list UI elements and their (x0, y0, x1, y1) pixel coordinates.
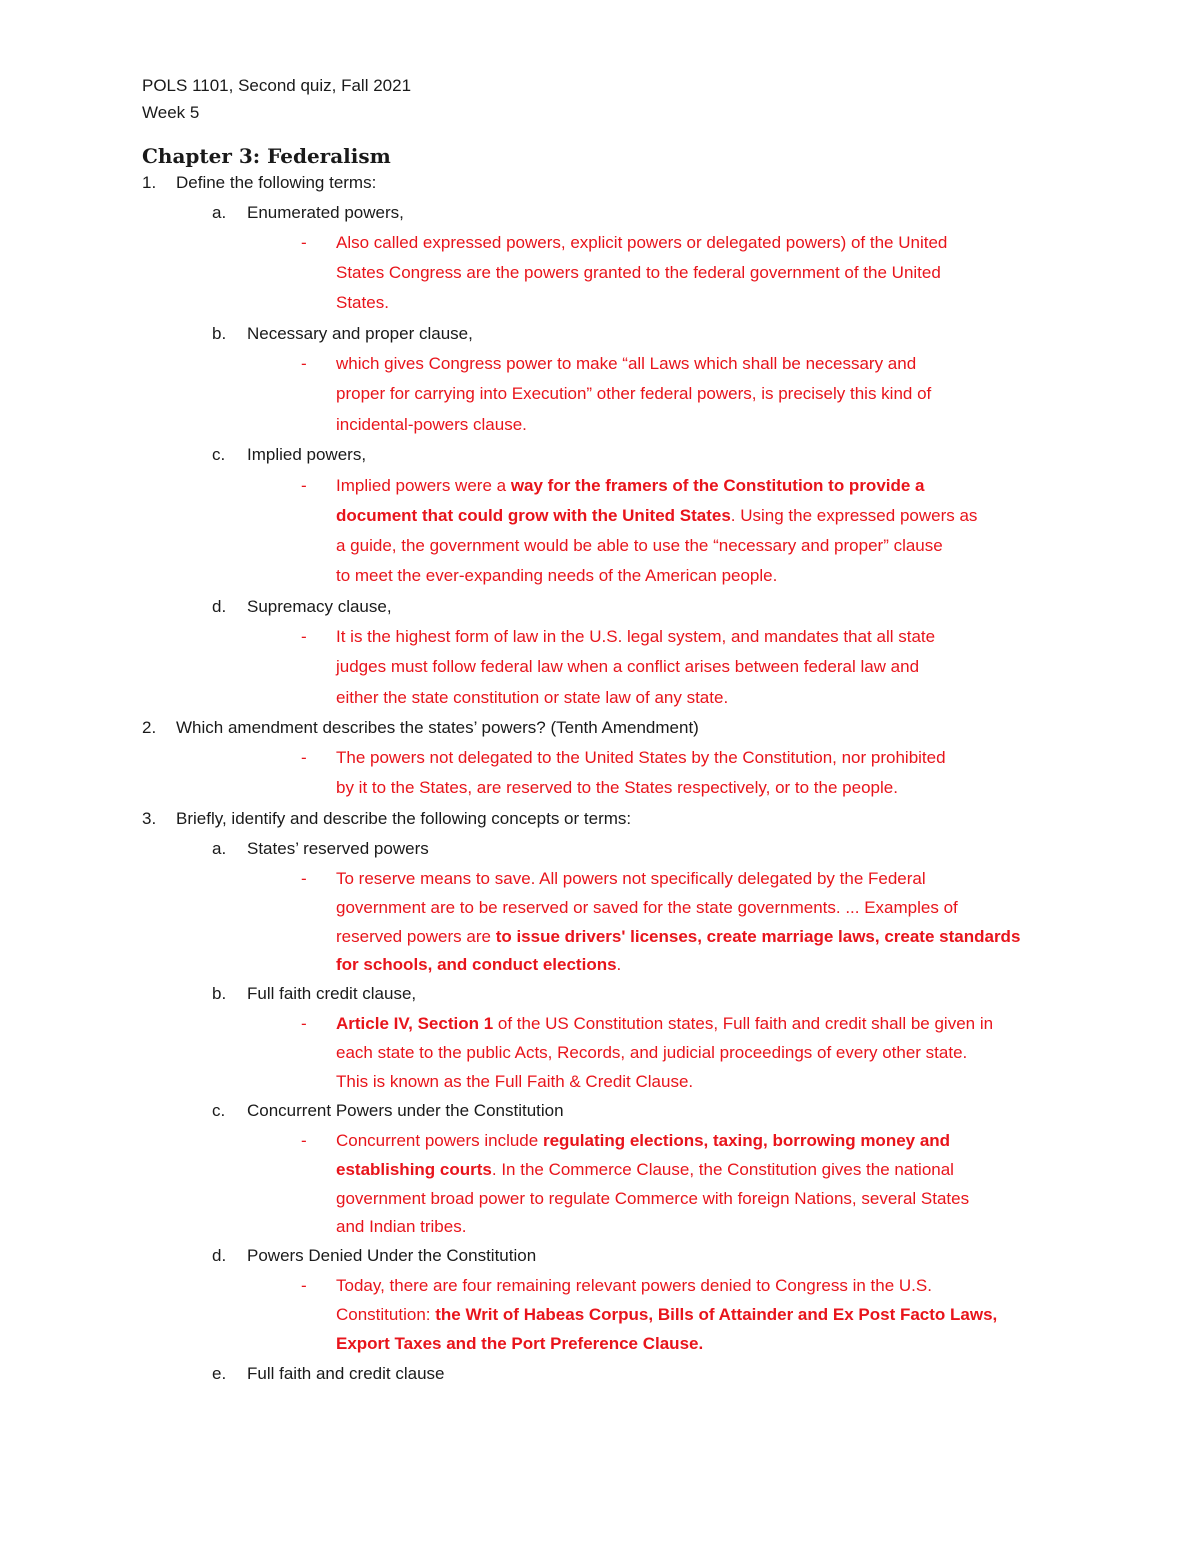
item-term: Necessary and proper clause, (247, 324, 473, 343)
item-label: b. (212, 984, 227, 1003)
item-label: c. (212, 1101, 226, 1120)
bullet-dash: - (301, 233, 307, 252)
question-text: Which amendment describes the states’ powers? (Tenth Amendment) (176, 718, 699, 737)
item-term: Supremacy clause, (247, 597, 392, 616)
item-term: Concurrent Powers under the Constitution (247, 1101, 564, 1120)
bullet-dash: - (301, 1014, 307, 1033)
bullet-dash: - (301, 748, 307, 767)
bullet-dash: - (301, 354, 307, 373)
question-number: 3. (142, 809, 157, 828)
document-page: POLS 1101, Second quiz, Fall 2021 Week 5 Chapter 3: Federalism 1. Define the following terms: a. Enumerated powers, - Also called expressed powers, explicit powers or delegated powers) of the United States Congress are the powers granted to the federal government of the United States. b. Necessary and proper clause, - which gives Congress power to make “all Laws which shall be necessary and proper for carrying into Execution” other federal powers, is precisely this kind of incidental-powers clause. c. Implied powers, - Implied powers were a way for the framers of the Constitution to provide a document that could grow with the United States. Using the expressed powers as a guide, the government would be able to use the “necessary and proper” clause to meet the ever-expanding needs of the American people. d. Supremacy clause, - It is the highest form of law in the U.S. legal system, and mandates that all state judges must follow federal law when a conflict arises between federal law and either the state constitution or state law of any state. 2. Which amendment describes the states’ powers? (Tenth Amendment) - The powers not delegated to the United States by the Constitution, nor prohibited by it to the States, are reserved to the States respectively, or to the people. 3. Briefly, identify and describe the following concepts or terms: a. States’ reserved powers - To reserve means to save. All powers not specifically delegated by the Federal government are to be reserved or saved for the state governments. ... Examples of reserved powers are to issue drivers' licenses, create marriage laws, create standards for schools, and conduct elections. b. Full faith credit clause, - Article IV, Section 1 of the US Constitution states, Full faith and credit shall be given in each state to the public Acts, Records, and judicial proceedings of every other state. This is known as the Full Faith & Credit Clause. c. Concurrent Powers under the Constitution - Concurrent powers include regulating elections, taxing, borrowing money and establishing courts. In the Commerce Clause, the Constitution gives the national government broad power to regulate Commerce with foreign Nations, several States and Indian tribes. d. Powers Denied Under the Constitution - Today, there are four remaining relevant powers denied to Congress in the U.S. Constitution: the Writ of Habeas Corpus, Bills of Attainder and Ex Post Facto Laws, Export Taxes and the Port Preference Clause. e. Full faith and credit clause (142, 76, 1021, 1383)
question-number: 2. (142, 718, 157, 737)
item-term: Powers Denied Under the Constitution (247, 1246, 537, 1265)
course-header: POLS 1101, Second quiz, Fall 2021 (142, 76, 412, 95)
item-label: b. (212, 324, 227, 343)
chapter-title: Chapter 3: Federalism (142, 144, 391, 168)
week-label: Week 5 (142, 103, 200, 122)
item-term: States’ reserved powers (247, 839, 429, 858)
question-text: Briefly, identify and describe the following concepts or terms: (176, 809, 632, 828)
question-number: 1. (142, 173, 157, 192)
bullet-dash: - (301, 476, 307, 495)
item-label: d. (212, 1246, 227, 1265)
bullet-dash: - (301, 627, 307, 646)
item-label: e. (212, 1364, 227, 1383)
question-text: Define the following terms: (176, 173, 377, 192)
item-label: a. (212, 839, 227, 858)
item-term: Full faith credit clause, (247, 984, 417, 1003)
item-label: c. (212, 445, 226, 464)
item-term: Enumerated powers, (247, 203, 404, 222)
bullet-dash: - (301, 1131, 307, 1150)
item-term: Implied powers, (247, 445, 367, 464)
bullet-dash: - (301, 1276, 307, 1295)
item-label: d. (212, 597, 227, 616)
item-term: Full faith and credit clause (247, 1364, 445, 1383)
bullet-dash: - (301, 869, 307, 888)
item-label: a. (212, 203, 227, 222)
